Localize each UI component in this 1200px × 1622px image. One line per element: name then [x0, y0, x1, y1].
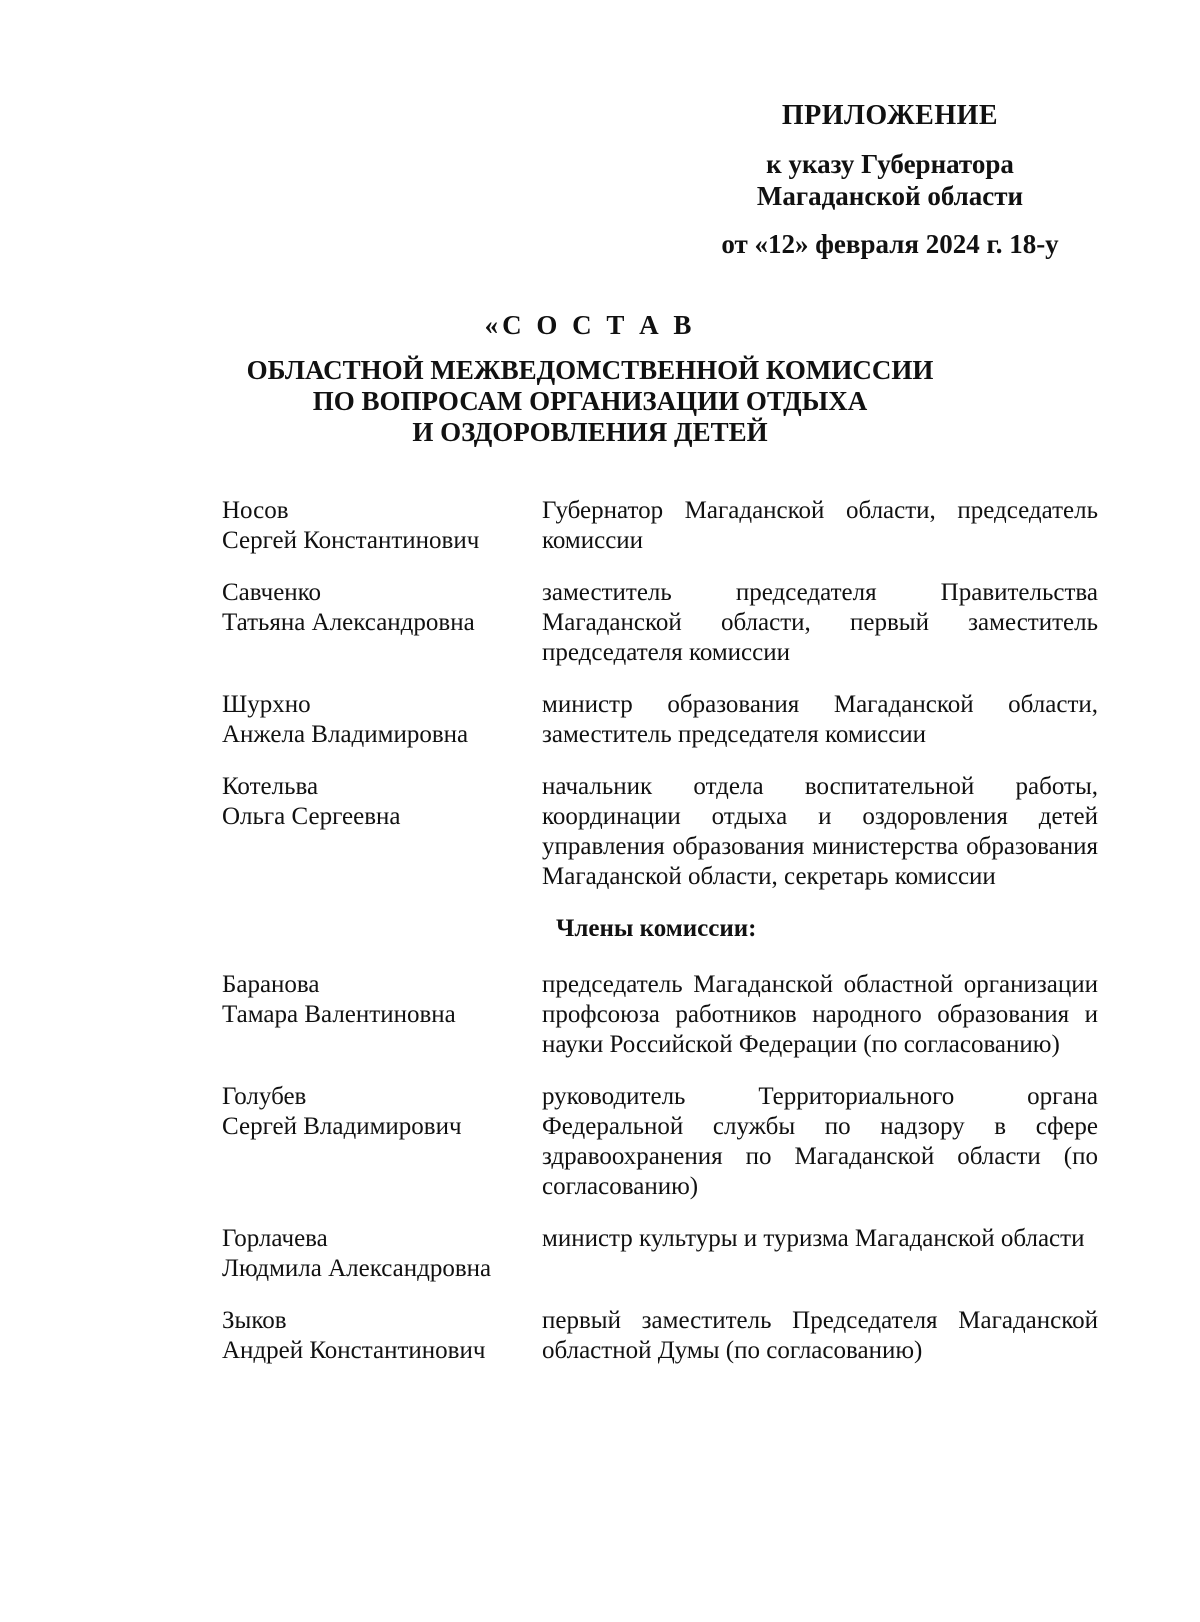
member-role: председатель Магаданской областной организации профсоюза работников народного образования и науки Российской Федерации (по согласованию) [542, 971, 1098, 1058]
member-row [222, 578, 1102, 668]
member-given-name: Татьяна Александровна [222, 609, 475, 636]
appendix-line-1: к указу Губернатора [766, 149, 1014, 179]
commission-roster [222, 496, 1102, 1388]
member-given-name: Ольга Сергеевна [222, 803, 401, 830]
member-row [222, 1306, 1102, 1366]
members-heading: Члены комиссии: [556, 915, 757, 942]
member-row [222, 690, 1102, 750]
member-row [222, 1224, 1102, 1284]
member-row [222, 970, 1102, 1060]
member-role: министр образования Магаданской области, заместитель председателя комиссии [542, 691, 1098, 748]
member-role: руководитель Территориального органа Федеральной службы по надзору в сфере здравоохранения по Магаданской области (по согласованию) [542, 1083, 1098, 1200]
member-given-name: Сергей Владимирович [222, 1113, 462, 1140]
member-surname: Горлачева [222, 1225, 328, 1252]
member-role: министр культуры и туризма Магаданской области [542, 1225, 1085, 1252]
member-given-name: Андрей Константинович [222, 1337, 486, 1364]
member-row [222, 1082, 1102, 1202]
member-given-name: Сергей Константинович [222, 527, 480, 554]
title-spaced: «С О С Т А В [484, 310, 696, 340]
member-given-name: Анжела Владимировна [222, 721, 469, 748]
appendix-date: от «12» февраля 2024 г. 18-у [721, 229, 1059, 259]
member-name [222, 1306, 542, 1366]
appendix-block [640, 100, 1140, 260]
member-surname: Носов [222, 497, 289, 524]
title-line-2: ПО ВОПРОСАМ ОРГАНИЗАЦИИ ОТДЫХА [312, 386, 868, 416]
appendix-line-2: Магаданской области [756, 181, 1024, 211]
member-surname: Зыков [222, 1307, 287, 1334]
member-surname: Голубев [222, 1083, 307, 1110]
member-row [222, 772, 1102, 892]
title-line-1: ОБЛАСТНОЙ МЕЖВЕДОМСТВЕННОЙ КОМИССИИ [246, 355, 934, 385]
member-name [222, 690, 542, 750]
member-given-name: Тамара Валентиновна [222, 1001, 456, 1028]
member-surname: Баранова [222, 971, 320, 998]
member-name [222, 970, 542, 1060]
title-line-3: И ОЗДОРОВЛЕНИЯ ДЕТЕЙ [412, 417, 768, 447]
appendix-heading: ПРИЛОЖЕНИЕ [781, 100, 999, 131]
member-given-name: Людмила Александровна [222, 1255, 492, 1282]
member-surname: Котельва [222, 773, 319, 800]
member-role: начальник отдела воспитательной работы, координации отдыха и оздоровления детей управления образования министерства образования Магаданской области, секретарь комиссии [542, 773, 1098, 890]
member-surname: Шурхно [222, 691, 311, 718]
member-surname: Савченко [222, 579, 322, 606]
member-name [222, 496, 542, 556]
member-row [222, 496, 1102, 556]
member-role: заместитель председателя Правительства Магаданской области, первый заместитель председателя комиссии [542, 579, 1098, 666]
member-name [222, 578, 542, 668]
member-name [222, 1224, 542, 1284]
member-name [222, 1082, 542, 1202]
member-role: Губернатор Магаданской области, председатель комиссии [542, 497, 1098, 554]
document-title [150, 310, 1030, 448]
member-role: первый заместитель Председателя Магаданской областной Думы (по согласованию) [542, 1307, 1098, 1364]
member-name [222, 772, 542, 892]
